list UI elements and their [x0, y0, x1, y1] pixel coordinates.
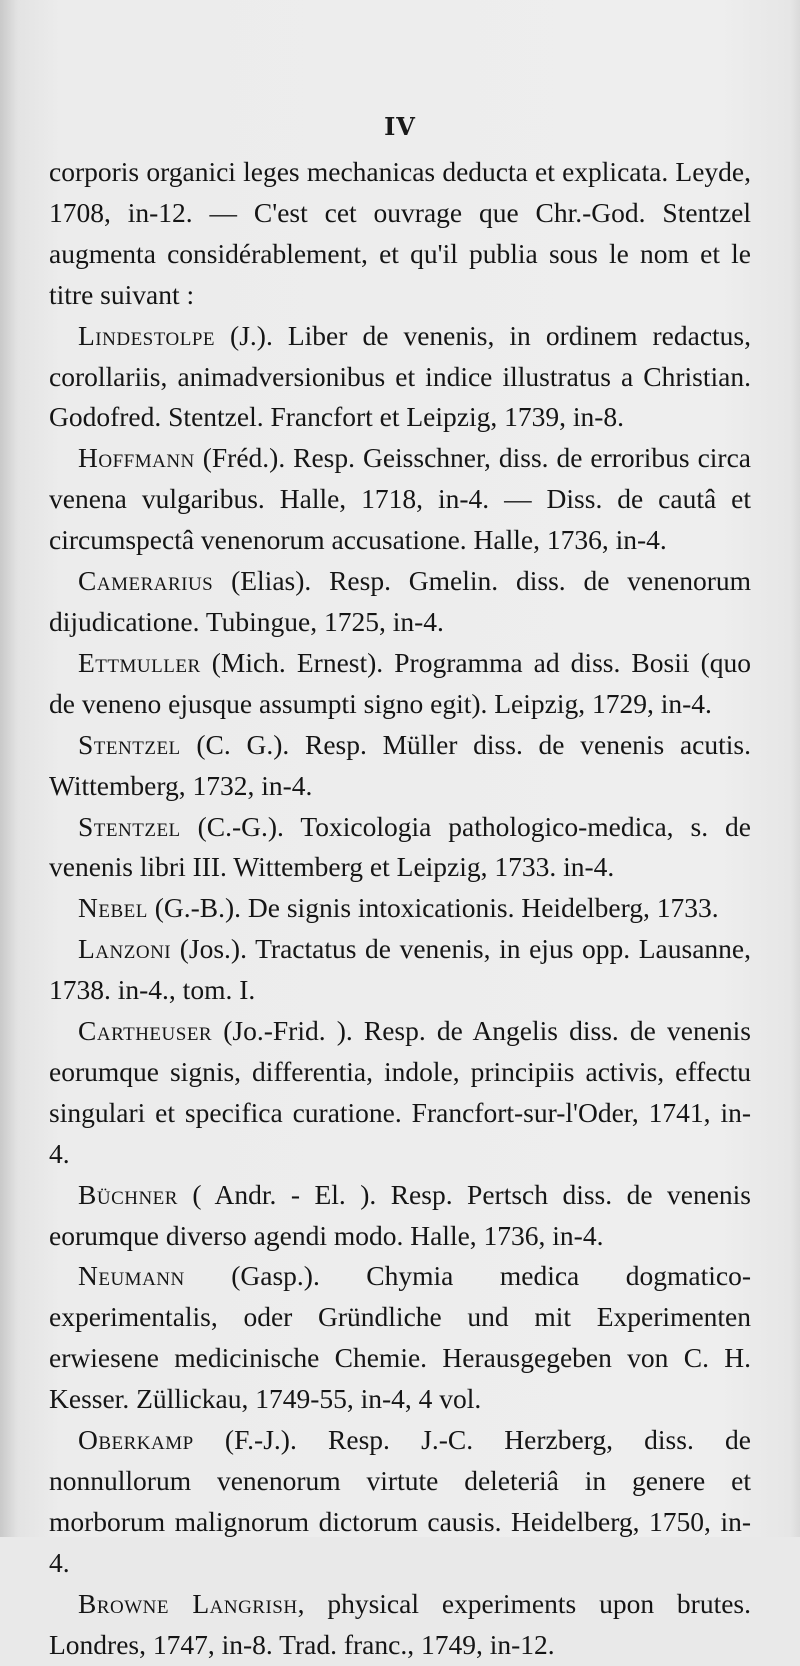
entry-author: Stentzel	[78, 810, 181, 842]
entry-author: Nebel	[78, 892, 148, 924]
entry-author: Stentzel	[78, 728, 181, 760]
bibliography-entry	[49, 725, 751, 807]
entry-text: (G.-B.). De signis intoxicationis. Heidelberg, 1733.	[147, 892, 719, 924]
entry-author: Oberkamp	[78, 1424, 194, 1456]
bibliography-entry	[49, 929, 751, 1011]
entry-author: Neumann	[78, 1260, 185, 1292]
bibliography-entry	[49, 807, 751, 889]
entry-author: Camerarius	[78, 565, 214, 597]
page-number: IV	[384, 112, 416, 141]
bibliography-entry	[49, 1175, 751, 1257]
bibliography-text	[49, 152, 751, 1666]
entry-author: Lanzoni	[78, 933, 172, 965]
entry-text: (Fréd.). Resp. Geisschner, diss. de erroribus circa venena vulgaribus. Halle, 1718, in-4. — Diss. de cautâ et circumspectâ venenorum accusatione. Halle, 1736, in-4.	[49, 442, 751, 556]
bibliography-entry	[49, 438, 751, 561]
entry-text: (C. G.). Resp. Müller diss. de venenis acutis. Wittemberg, 1732, in-4.	[49, 728, 751, 801]
entry-text: (Mich. Ernest). Programma ad diss. Bosii (quo de veneno ejusque assumpti signo egit). Leipzig, 1729, in-4.	[49, 646, 751, 719]
bibliography-entry	[49, 1256, 751, 1420]
bibliography-entry	[49, 888, 751, 929]
bibliography-entry	[49, 1420, 751, 1584]
entry-author: Lindestolpe	[78, 319, 216, 351]
entry-text: (Elias). Resp. Gmelin. diss. de venenorum dijudicatione. Tubingue, 1725, in-4.	[49, 565, 751, 637]
bibliography-entry	[49, 643, 751, 725]
bibliography-entry	[49, 561, 751, 643]
entry-text: (Jos.). Tractatus de venenis, in ejus opp. Lausanne, 1738. in-4., tom. I.	[49, 933, 751, 1006]
entry-author: Hoffmann	[78, 442, 195, 474]
entry-text: (Gasp.). Chymia medica dogmatico-experimentalis, oder Gründliche und mit Experimenten erwiesene medicinische Chemie. Herausgegeben von C. H. Kesser. Züllickau, 1749-55, in-4, 4 vol.	[49, 1260, 751, 1415]
bibliography-entry	[49, 152, 751, 316]
entry-text: (Jo.-Frid. ). Resp. de Angelis diss. de venenis eorumque signis, differentia, indole, principiis activis, effectu singulari et specifica curatione. Francfort-sur-l'Oder, 1741, in-4.	[49, 1015, 751, 1169]
entry-text: (F.-J.). Resp. J.-C. Herzberg, diss. de nonnullorum venenorum virtute deleteriâ in genere et morborum malignorum dictorum causis. Heidelberg, 1750, in-4.	[49, 1424, 751, 1578]
bibliography-entry	[49, 1584, 751, 1666]
entry-text: (J.). Liber de venenis, in ordinem redactus, corollariis, animadversionibus et indice illustratus a Christian. Godofred. Stentzel. Francfort et Leipzig, 1739, in-8.	[49, 319, 751, 433]
entry-author: Cartheuser	[78, 1015, 213, 1047]
entry-author: Ettmuller	[78, 646, 201, 678]
entry-author: Browne Langrish	[78, 1587, 298, 1619]
entry-text: , physical experiments upon brutes. Londres, 1747, in-8. Trad. franc., 1749, in-12.	[49, 1587, 752, 1660]
entry-author: Büchner	[78, 1178, 178, 1210]
bibliography-entry	[49, 1011, 751, 1175]
entry-text: ( Andr. - El. ). Resp. Pertsch diss. de venenis eorumque diverso agendi modo. Halle, 1736, in-4.	[49, 1178, 751, 1251]
entry-text: (C.-G.). Toxicologia pathologico-medica, s. de venenis libri III. Wittemberg et Leipzig, 1733. in-4.	[49, 810, 751, 883]
bibliography-entry	[49, 316, 751, 439]
entry-text: corporis organici leges mechanicas deducta et explicata. Leyde, 1708, in-12. — C'est cet ouvrage que Chr.-God. Stentzel augmenta considérablement, et qu'il publia sous le nom et le titre suivant :	[49, 156, 751, 310]
